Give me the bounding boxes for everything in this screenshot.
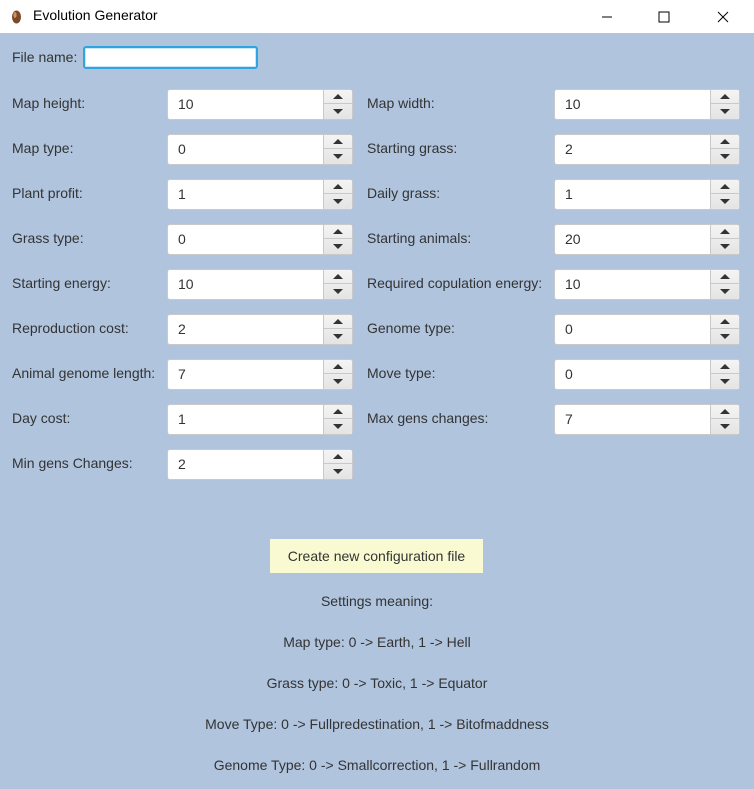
map-type-spinner[interactable] <box>167 134 353 165</box>
minimize-button[interactable] <box>584 0 630 33</box>
arrow-down-icon <box>720 199 730 204</box>
arrow-up-icon <box>333 319 343 324</box>
animal-genome-length-label: Animal genome length: <box>12 365 156 381</box>
increment-button[interactable] <box>324 180 352 194</box>
close-button[interactable] <box>700 0 746 33</box>
increment-button[interactable] <box>324 405 352 419</box>
animal-genome-length-value[interactable]: 7 <box>178 366 186 382</box>
starting-grass-label: Starting grass: <box>367 140 458 156</box>
max-gens-changes-label: Max gens changes: <box>367 410 489 426</box>
arrow-up-icon <box>720 364 730 369</box>
map-height-value[interactable]: 10 <box>178 96 194 112</box>
decrement-button[interactable] <box>324 464 352 478</box>
increment-button[interactable] <box>324 135 352 149</box>
daily-grass-spinner[interactable] <box>554 179 740 210</box>
reproduction-cost-spinner[interactable] <box>167 314 353 345</box>
window-title: Evolution Generator <box>33 7 158 23</box>
arrow-down-icon <box>333 154 343 159</box>
required-copulation-energy-spinner[interactable] <box>554 269 740 300</box>
genome-type-info: Genome Type: 0 -> Smallcorrection, 1 -> Fullrandom <box>213 757 541 773</box>
decrement-button[interactable] <box>711 329 739 343</box>
arrow-down-icon <box>720 244 730 249</box>
starting-animals-value[interactable]: 20 <box>565 231 581 247</box>
increment-button[interactable] <box>711 315 739 329</box>
day-cost-value[interactable]: 1 <box>178 411 186 427</box>
arrow-down-icon <box>333 424 343 429</box>
arrow-up-icon <box>720 319 730 324</box>
arrow-down-icon <box>333 379 343 384</box>
increment-button[interactable] <box>711 225 739 239</box>
arrow-up-icon <box>720 274 730 279</box>
arrow-up-icon <box>333 229 343 234</box>
increment-button[interactable] <box>711 405 739 419</box>
genome-type-label: Genome type: <box>367 320 455 336</box>
genome-type-value[interactable]: 0 <box>565 321 573 337</box>
close-icon <box>717 11 729 23</box>
plant-profit-label: Plant profit: <box>12 185 83 201</box>
map-width-spinner[interactable] <box>554 89 740 120</box>
move-type-spinner[interactable] <box>554 359 740 390</box>
increment-button[interactable] <box>711 270 739 284</box>
arrow-up-icon <box>333 274 343 279</box>
decrement-button[interactable] <box>324 149 352 163</box>
min-gens-changes-spinner[interactable] <box>167 449 353 480</box>
arrow-up-icon <box>333 139 343 144</box>
increment-button[interactable] <box>324 270 352 284</box>
increment-button[interactable] <box>324 450 352 464</box>
map-width-value[interactable]: 10 <box>565 96 581 112</box>
arrow-up-icon <box>333 94 343 99</box>
increment-button[interactable] <box>711 90 739 104</box>
arrow-down-icon <box>333 244 343 249</box>
settings-meaning-heading: Settings meaning: <box>320 593 434 609</box>
increment-button[interactable] <box>711 135 739 149</box>
starting-energy-spinner[interactable] <box>167 269 353 300</box>
arrow-down-icon <box>720 334 730 339</box>
increment-button[interactable] <box>711 360 739 374</box>
file-name-label: File name: <box>12 49 78 65</box>
create-config-button[interactable]: Create new configuration file <box>270 539 483 573</box>
move-type-label: Move type: <box>367 365 436 381</box>
daily-grass-label: Daily grass: <box>367 185 441 201</box>
map-type-label: Map type: <box>12 140 74 156</box>
maximize-button[interactable] <box>641 0 687 33</box>
increment-button[interactable] <box>324 360 352 374</box>
grass-type-value[interactable]: 0 <box>178 231 186 247</box>
day-cost-label: Day cost: <box>12 410 71 426</box>
plant-profit-spinner[interactable] <box>167 179 353 210</box>
starting-energy-value[interactable]: 10 <box>178 276 194 292</box>
increment-button[interactable] <box>324 90 352 104</box>
increment-button[interactable] <box>324 315 352 329</box>
map-type-value[interactable]: 0 <box>178 141 186 157</box>
arrow-down-icon <box>720 379 730 384</box>
starting-animals-spinner[interactable] <box>554 224 740 255</box>
decrement-button[interactable] <box>324 239 352 253</box>
required-copulation-energy-value[interactable]: 10 <box>565 276 581 292</box>
title-bar <box>0 0 754 33</box>
min-gens-changes-label: Min gens Changes: <box>12 455 133 471</box>
arrow-down-icon <box>333 109 343 114</box>
arrow-down-icon <box>720 424 730 429</box>
map-type-info: Map type: 0 -> Earth, 1 -> Hell <box>283 634 471 650</box>
arrow-down-icon <box>720 154 730 159</box>
main-panel <box>0 33 754 789</box>
max-gens-changes-spinner[interactable] <box>554 404 740 435</box>
arrow-up-icon <box>720 94 730 99</box>
reproduction-cost-value[interactable]: 2 <box>178 321 186 337</box>
decrement-button[interactable] <box>711 194 739 208</box>
decrement-button[interactable] <box>324 329 352 343</box>
grass-type-info: Grass type: 0 -> Toxic, 1 -> Equator <box>266 675 488 691</box>
map-height-label: Map height: <box>12 95 86 111</box>
arrow-up-icon <box>720 409 730 414</box>
decrement-button[interactable] <box>324 419 352 433</box>
starting-energy-label: Starting energy: <box>12 275 111 291</box>
starting-animals-label: Starting animals: <box>367 230 472 246</box>
decrement-button[interactable] <box>324 104 352 118</box>
decrement-button[interactable] <box>711 284 739 298</box>
maximize-icon <box>658 11 670 23</box>
starting-grass-value[interactable]: 2 <box>565 141 573 157</box>
decrement-button[interactable] <box>324 284 352 298</box>
decrement-button[interactable] <box>711 239 739 253</box>
grass-type-label: Grass type: <box>12 230 84 246</box>
arrow-up-icon <box>720 184 730 189</box>
arrow-up-icon <box>333 364 343 369</box>
grass-type-spinner[interactable] <box>167 224 353 255</box>
arrow-down-icon <box>720 289 730 294</box>
arrow-down-icon <box>333 334 343 339</box>
map-height-spinner[interactable] <box>167 89 353 120</box>
decrement-button[interactable] <box>711 419 739 433</box>
day-cost-spinner[interactable] <box>167 404 353 435</box>
decrement-button[interactable] <box>324 194 352 208</box>
arrow-up-icon <box>720 139 730 144</box>
daily-grass-value[interactable]: 1 <box>565 186 573 202</box>
starting-grass-spinner[interactable] <box>554 134 740 165</box>
arrow-down-icon <box>720 109 730 114</box>
max-gens-changes-value[interactable]: 7 <box>565 411 573 427</box>
min-gens-changes-value[interactable]: 2 <box>178 456 186 472</box>
arrow-up-icon <box>720 229 730 234</box>
arrow-up-icon <box>333 184 343 189</box>
increment-button[interactable] <box>324 225 352 239</box>
arrow-down-icon <box>333 469 343 474</box>
decrement-button[interactable] <box>711 149 739 163</box>
file-name-input[interactable] <box>83 46 258 69</box>
app-icon <box>11 8 22 24</box>
genome-type-spinner[interactable] <box>554 314 740 345</box>
plant-profit-value[interactable]: 1 <box>178 186 186 202</box>
decrement-button[interactable] <box>711 374 739 388</box>
minimize-icon <box>601 11 613 23</box>
increment-button[interactable] <box>711 180 739 194</box>
arrow-up-icon <box>333 454 343 459</box>
decrement-button[interactable] <box>324 374 352 388</box>
map-width-label: Map width: <box>367 95 435 111</box>
reproduction-cost-label: Reproduction cost: <box>12 320 129 336</box>
move-type-info: Move Type: 0 -> Fullpredestination, 1 -> Bitofmaddness <box>205 716 549 732</box>
required-copulation-energy-label: Required copulation energy: <box>367 275 543 291</box>
arrow-up-icon <box>333 409 343 414</box>
arrow-down-icon <box>333 289 343 294</box>
decrement-button[interactable] <box>711 104 739 118</box>
animal-genome-length-spinner[interactable] <box>167 359 353 390</box>
move-type-value[interactable]: 0 <box>565 366 573 382</box>
arrow-down-icon <box>333 199 343 204</box>
